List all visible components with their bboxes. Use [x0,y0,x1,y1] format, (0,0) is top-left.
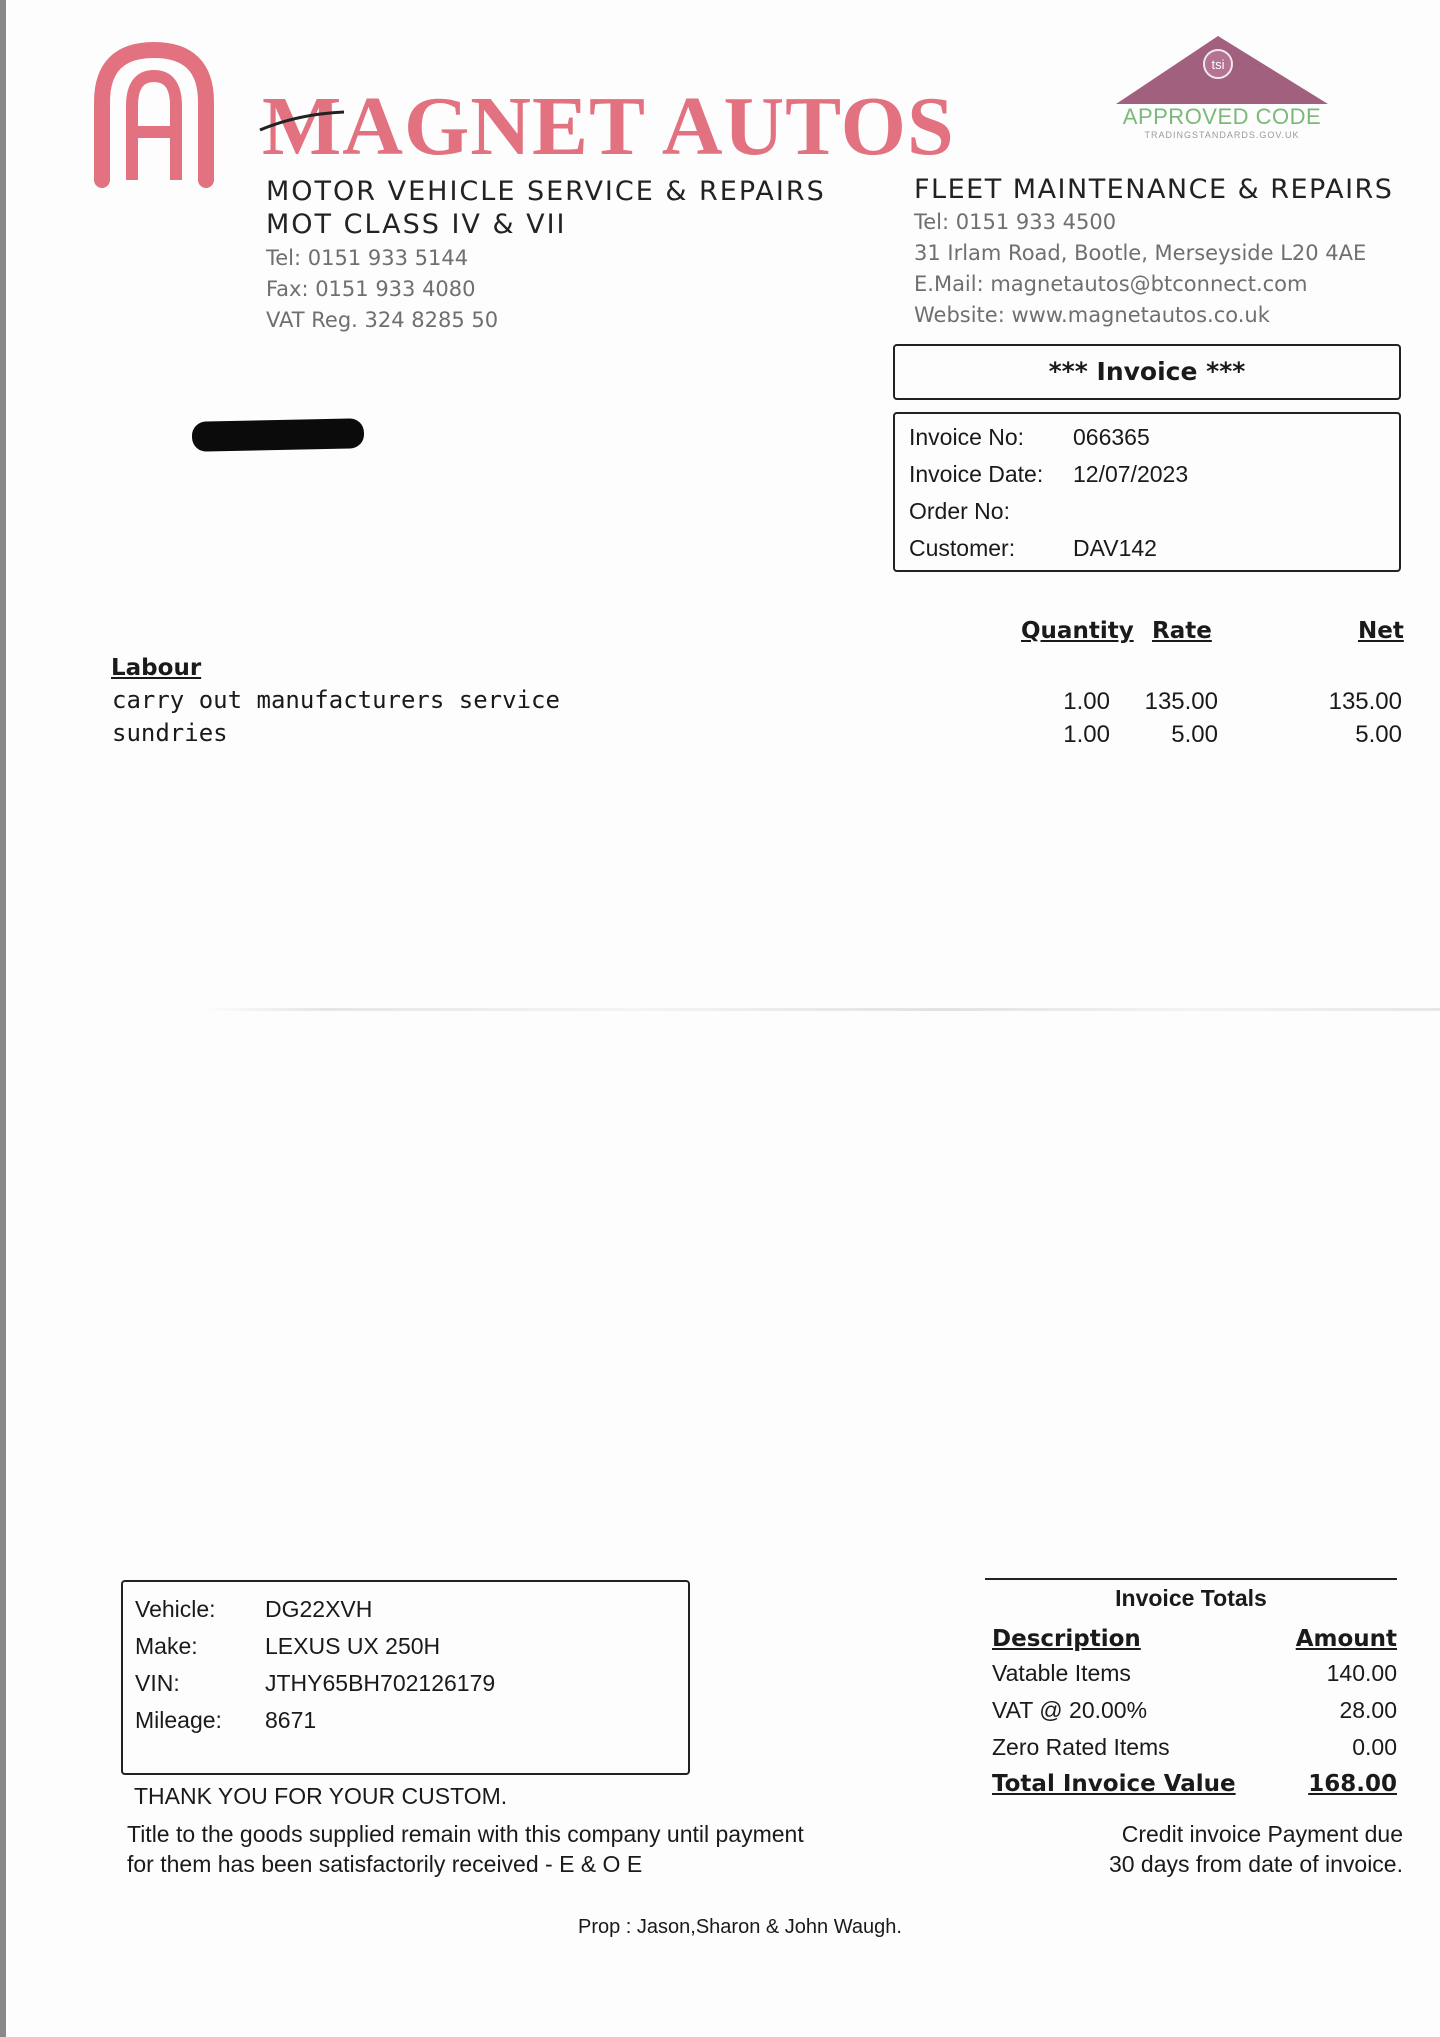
vehicle-label: Vehicle: [135,1596,216,1622]
vehicle-details-box [121,1580,690,1775]
amount-header: Amount [1295,1626,1397,1652]
item-quantity: 1.00 [1063,721,1110,748]
item-description: carry out manufacturers service [112,686,560,714]
redacted-address [192,418,365,452]
vin-label: VIN: [135,1670,180,1696]
zero-rated-amount: 0.00 [1352,1734,1397,1760]
paper-fold [200,1008,1440,1011]
company-email: E.Mail: magnetautos@btconnect.com [914,272,1308,296]
order-no-label: Order No: [909,498,1010,524]
company-website: Website: www.magnetautos.co.uk [914,303,1270,327]
strike-mark [258,108,346,136]
make-label: Make: [135,1633,198,1659]
labour-section-title: Labour [111,655,202,681]
fleet-title: FLEET MAINTENANCE & REPAIRS [914,174,1394,205]
approved-code-text: APPROVED CODE [1122,104,1322,129]
invoice-no: 066365 [1073,424,1150,450]
service-line-1: MOTOR VEHICLE SERVICE & REPAIRS [266,176,826,207]
company-fax: Fax: 0151 933 4080 [266,277,476,301]
item-rate: 5.00 [1171,721,1218,748]
vehicle-mileage: 8671 [265,1707,317,1733]
totals-rule [985,1578,1397,1580]
vehicle-registration: DG22XVH [265,1596,373,1622]
mileage-label: Mileage: [135,1707,222,1733]
item-rate: 135.00 [1144,688,1218,715]
title-terms-line-2: for them has been satisfactorily received - E & O E [127,1851,643,1877]
company-name: MAGNET AUTOS [262,80,955,173]
description-header: Description [992,1626,1141,1652]
company-vat: VAT Reg. 324 8285 50 [266,308,499,332]
title-terms-line-1: Title to the goods supplied remain with this company until payment [127,1821,804,1847]
quantity-header: Quantity [1021,618,1134,644]
service-line-2: MOT CLASS IV & VII [266,209,567,240]
rate-header: Rate [1152,618,1212,644]
vat-label: VAT @ 20.00% [992,1697,1148,1723]
item-net: 135.00 [1328,688,1402,715]
invoice-date: 12/07/2023 [1073,461,1189,487]
company-address: 31 Irlam Road, Bootle, Merseyside L20 4AE [914,241,1367,265]
customer-label: Customer: [909,535,1016,561]
zero-rated-label: Zero Rated Items [992,1734,1170,1760]
totals-title: Invoice Totals [1115,1585,1267,1611]
company-tel: Tel: 0151 933 5144 [266,246,469,270]
customer-code: DAV142 [1073,535,1157,561]
scan-edge [0,0,6,2037]
payment-terms-line-2: 30 days from date of invoice. [1108,1851,1403,1877]
invoice-details-box [893,412,1401,572]
total-label: Total Invoice Value [992,1771,1236,1797]
invoice-date-label: Invoice Date: [909,461,1044,487]
magnet-logo-icon [92,40,216,190]
proprietors: Prop : Jason,Sharon & John Waugh. [578,1916,902,1938]
fleet-tel: Tel: 0151 933 4500 [914,210,1117,234]
vat-amount: 28.00 [1339,1697,1397,1723]
vatable-label: Vatable Items [992,1660,1131,1686]
item-quantity: 1.00 [1063,688,1110,715]
vatable-amount: 140.00 [1326,1660,1397,1686]
payment-terms-line-1: Credit invoice Payment due [1121,1821,1403,1847]
net-header: Net [1358,618,1404,644]
invoice-title: *** Invoice *** [893,344,1401,400]
vehicle-vin: JTHY65BH702126179 [265,1670,496,1696]
vehicle-make: LEXUS UX 250H [265,1633,441,1659]
badge-text: tsi [1211,57,1225,72]
item-net: 5.00 [1355,721,1402,748]
item-description: sundries [112,719,228,747]
total-amount: 168.00 [1308,1771,1397,1797]
thank-you-note: THANK YOU FOR YOUR CUSTOM. [134,1783,508,1809]
approved-code-subtext: TRADINGSTANDARDS.GOV.UK [1144,130,1300,140]
invoice-no-label: Invoice No: [909,424,1025,450]
